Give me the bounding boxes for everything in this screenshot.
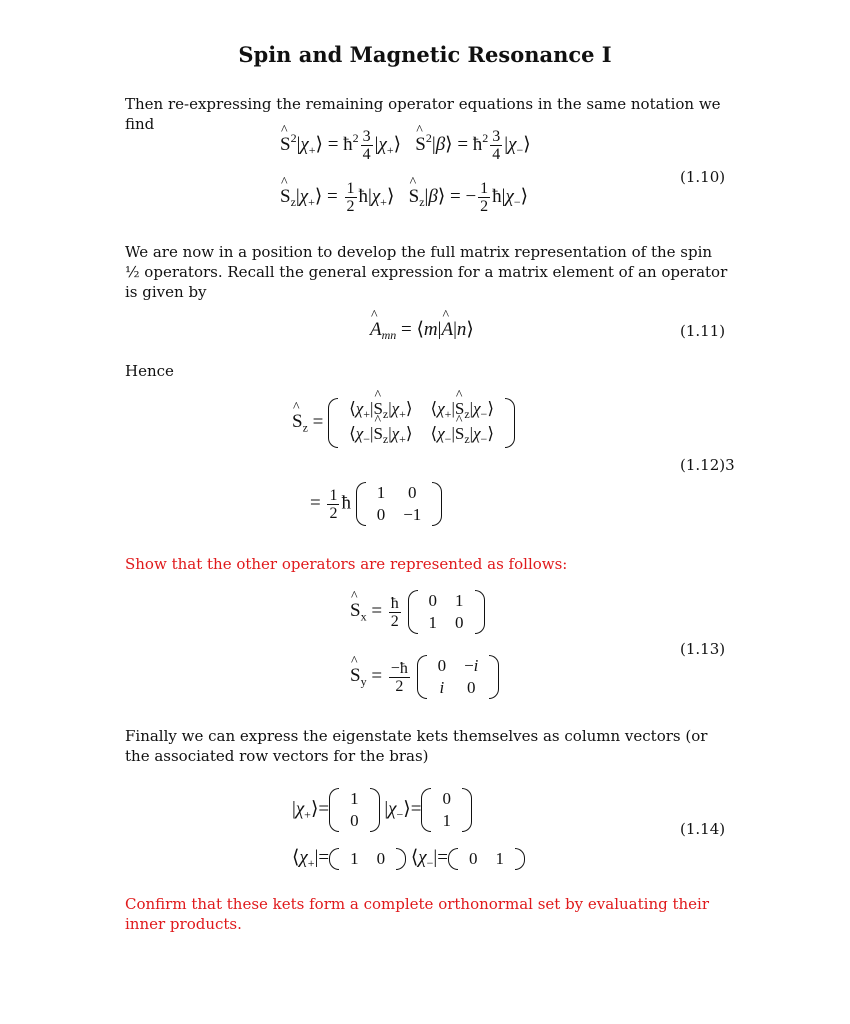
equation-1-13-sx: ^ $S_x$ = $\frac{ħ}{2}$ 0 1 1 0 bbox=[350, 590, 485, 634]
equation-1-11-body: ^ $A_{mn}$ = ⟨m|^ A|n⟩ bbox=[370, 318, 474, 343]
finally-paragraph: Finally we can express the eigenstate kets themselves as column vectors (or the associated row vectors for the bras) bbox=[125, 727, 708, 765]
equation-1-12-line-1: ^ $S_z$ = $⟨\chi_+|\^{}$ $S_z|\chi_+⟩$ $⟨\chi_+|\^{}$ $S_z|\chi_-⟩$ $⟨\chi_-|\^{}$ $S_z|\chi_+⟩$ $⟨\chi_-|\^{}$ $S_z|\chi_-⟩$ bbox=[292, 398, 515, 448]
sz-bra-ket-matrix: $⟨\chi_+|\^{}$ $S_z|\chi_+⟩$ $⟨\chi_+|\^{}$ $S_z|\chi_-⟩$ $⟨\chi_-|\^{}$ $S_z|\chi_+⟩$ $⟨\chi_-|\^{}$ $S_z|\chi_-⟩$ bbox=[328, 398, 515, 448]
equation-1-14-bras: $⟨\chi_+|=$ 1 0 $⟨\chi_-|=$ 0 1 bbox=[292, 846, 525, 871]
sy-matrix: 0 −i i 0 bbox=[417, 655, 500, 699]
equation-1-12-line-2: = $\frac{1}{2}$ ħ 1 0 0 −1 bbox=[310, 482, 442, 526]
equation-number-1-11: (1.11) bbox=[680, 322, 726, 340]
equation-number-1-14: (1.14) bbox=[680, 820, 726, 838]
equation-number-1-12: (1.12)3 bbox=[680, 456, 735, 474]
chi-minus-row: 0 1 bbox=[448, 848, 525, 870]
chi-plus-row: 1 0 bbox=[329, 848, 406, 870]
chi-plus-column: 1 0 bbox=[329, 788, 380, 832]
intro-paragraph: Then re-expressing the remaining operator equations in the same notation we find bbox=[125, 95, 721, 133]
page-title: Spin and Magnetic Resonance I bbox=[238, 42, 612, 67]
confirm-instruction: Confirm that these kets form a complete orthonormal set by evaluating their inner products. bbox=[125, 895, 710, 933]
equation-1-14-kets: $|\chi_+⟩=$ 1 0 $|\chi_-⟩=$ 0 1 bbox=[292, 788, 472, 832]
hence-paragraph: Hence bbox=[125, 362, 174, 380]
equation-1-13-sy: ^ $S_y$ = $\frac{-ħ}{2}$ 0 −i i 0 bbox=[350, 655, 499, 699]
equation-number-1-10: (1.10) bbox=[680, 168, 726, 186]
chi-minus-column: 0 1 bbox=[421, 788, 472, 832]
equation-number-1-13: (1.13) bbox=[680, 640, 726, 658]
sz-numeric-matrix: 1 0 0 −1 bbox=[356, 482, 443, 526]
matrix-representation-paragraph: We are now in a position to develop the full matrix representation of the spin ½ operators. Recall the general expression for a matrix element of an operator is given by bbox=[125, 243, 728, 301]
equation-1-10-line-2: ^ $S_z|\chi_+⟩$ = $\frac{1}{2}$ $ħ|\chi_+⟩$ ^ $S_z|\beta⟩$ = − $\frac{1}{2}$ $ħ|\chi_-⟩$ bbox=[280, 180, 528, 215]
show-others-instruction: Show that the other operators are represented as follows: bbox=[125, 555, 568, 573]
equation-1-10-line-1: ^ $S^2|\chi_+⟩$ = $ħ^2$ $\frac{3}{4}$ $|\chi_+⟩$ ^ $S^2|\beta⟩$ = $ħ^2$ $\frac{3}{4}$ $|\chi_-⟩$ bbox=[280, 128, 531, 163]
sx-matrix: 0 1 1 0 bbox=[408, 590, 485, 634]
